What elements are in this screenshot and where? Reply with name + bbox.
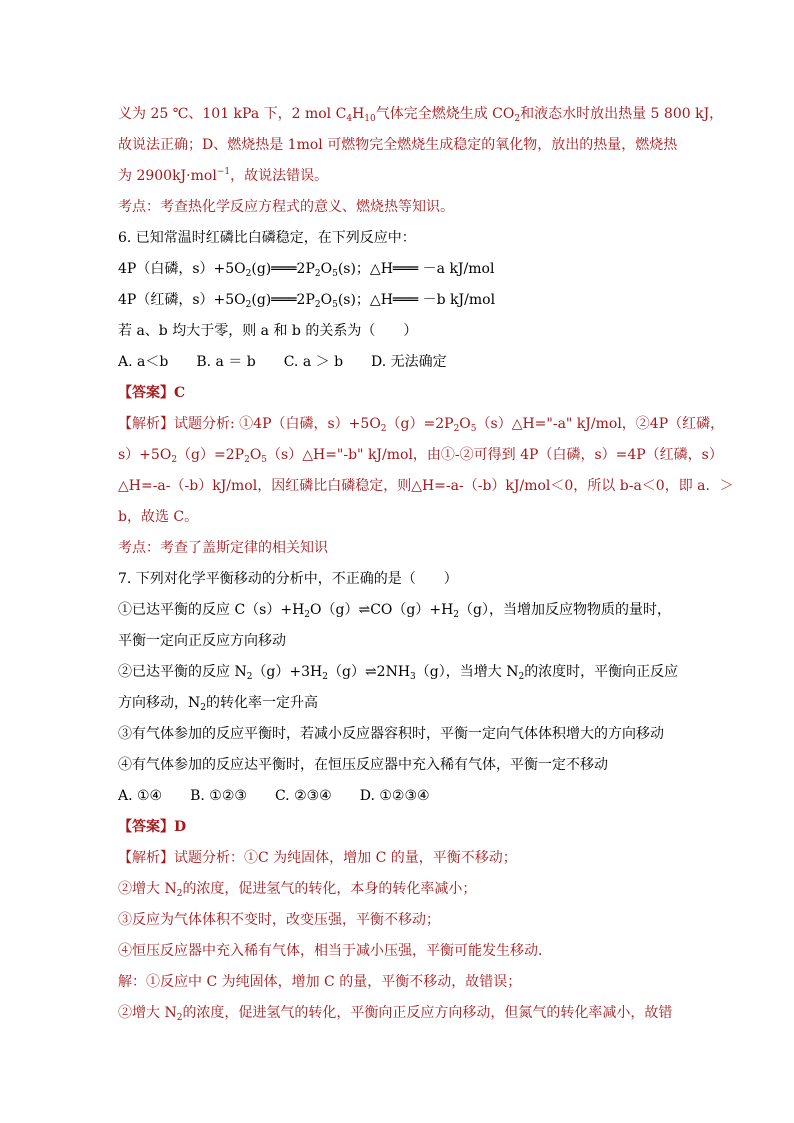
explanation-6-line: △H=-a-（-b）kJ/mol，因红磷比白磷稳定，则△H=-a-（-b）kJ/mol＜0，所以 b-a＜0，即 a．＞	[118, 478, 734, 494]
question-7-item-2-cont: 方向移动，$N_2$的转化率一定升高	[118, 695, 318, 713]
explanation-7-line: ③反应为气体体积不变时，改变压强，平衡不移动；	[118, 912, 440, 928]
text-line: 故说法正确；D、燃烧热是 1mol 可燃物完全燃烧生成稳定的氧化物，放出的热量，燃烧热	[118, 137, 678, 153]
explanation-6-line: 【解析】试题分析: ①4P（白磷，$s)+5O_2(g)=2P_2O_5(s)\triangle H="-a$" kJ/mol，②4P（红磷，	[118, 416, 725, 434]
question-6-condition: 若 a、b 均大于零，则 a 和 b 的关系为（ ）	[118, 323, 418, 339]
text-line: 为 2900kJ·mol$^{-1}$，故说法错误。	[118, 167, 329, 184]
answer-6: 【答案】C	[118, 385, 186, 401]
answer-7: 【答案】D	[118, 819, 187, 835]
knowledge-point: 考点：考查了盖斯定律的相关知识	[118, 540, 328, 556]
explanation-6-line: b，故选 C。	[118, 509, 199, 525]
question-7-options: A. ①④ B. ①②③ C. ②③④ D. ①②③④	[118, 788, 430, 804]
question-7-item-1: ①已达平衡的反应 $C(s)+H_2O(g)\rightleftharpoons CO(g)+H_2(g)$，当增加反应物物质的量时，	[118, 602, 671, 620]
question-7-item-1-cont: 平衡一定向正反应方向移动	[118, 633, 286, 649]
explanation-6-line: $s)+5O_2(g)=2P_2O_5(s)\triangle H="-b$" kJ/mol，由①-②可得到 4P（白磷，s）=4P（红磷，s）	[118, 447, 723, 465]
question-7-item-3: ③有气体参加的反应平衡时，若减小反应器容积时，平衡一定向气体体积增大的方向移动	[118, 726, 664, 742]
text-line: 义为 25 ℃、101 kPa 下，2 mol $C_4H_{10}$气体完全燃烧生成 $CO_2$和液态水时放出热量 5 800 kJ，	[118, 106, 724, 124]
equation-1: 4P（白磷，$s)+5O_2(g)═══2P_2O_5(s)$；△H═══ －a kJ/mol	[118, 261, 495, 279]
explanation-7-line: ②增大 $N_2$的浓度，促进氢气的转化，平衡向正反应方向移动，但氮气的转化率减小，故错	[118, 1005, 673, 1023]
explanation-7-line: ②增大 $N_2$的浓度，促进氢气的转化，本身的转化率减小；	[118, 881, 477, 899]
question-7-item-2: ②已达平衡的反应 $N_2(g)+3H_2(g)\rightleftharpoons 2NH_3(g)$，当增大 $N_2$的浓度时，平衡向正反应	[118, 664, 679, 682]
explanation-7-line: 【解析】试题分析：①C 为纯固体，增加 C 的量，平衡不移动；	[118, 850, 517, 866]
question-6-stem: 6. 已知常温时红磷比白磷稳定，在下列反应中：	[118, 230, 416, 246]
explanation-7-line: 解：①反应中 C 为纯固体，增加 C 的量，平衡不移动，故错误；	[118, 974, 522, 990]
knowledge-point: 考点：考查热化学反应方程式的意义、燃烧热等知识。	[118, 199, 454, 215]
question-6-options: A. a＜b B. a ＝ b C. a ＞ b D. 无法确定	[118, 354, 447, 370]
question-7-stem: 7. 下列对化学平衡移动的分析中，不正确的是（ ）	[118, 571, 458, 587]
question-7-item-4: ④有气体参加的反应达平衡时，在恒压反应器中充入稀有气体，平衡一定不移动	[118, 757, 608, 773]
equation-2: 4P（红磷，$s)+5O_2(g)═══2P_2O_5(s)$；△H═══ －b kJ/mol	[118, 292, 496, 310]
explanation-7-line: ④恒压反应器中充入稀有气体，相当于减小压强，平衡可能发生移动．	[118, 943, 552, 959]
